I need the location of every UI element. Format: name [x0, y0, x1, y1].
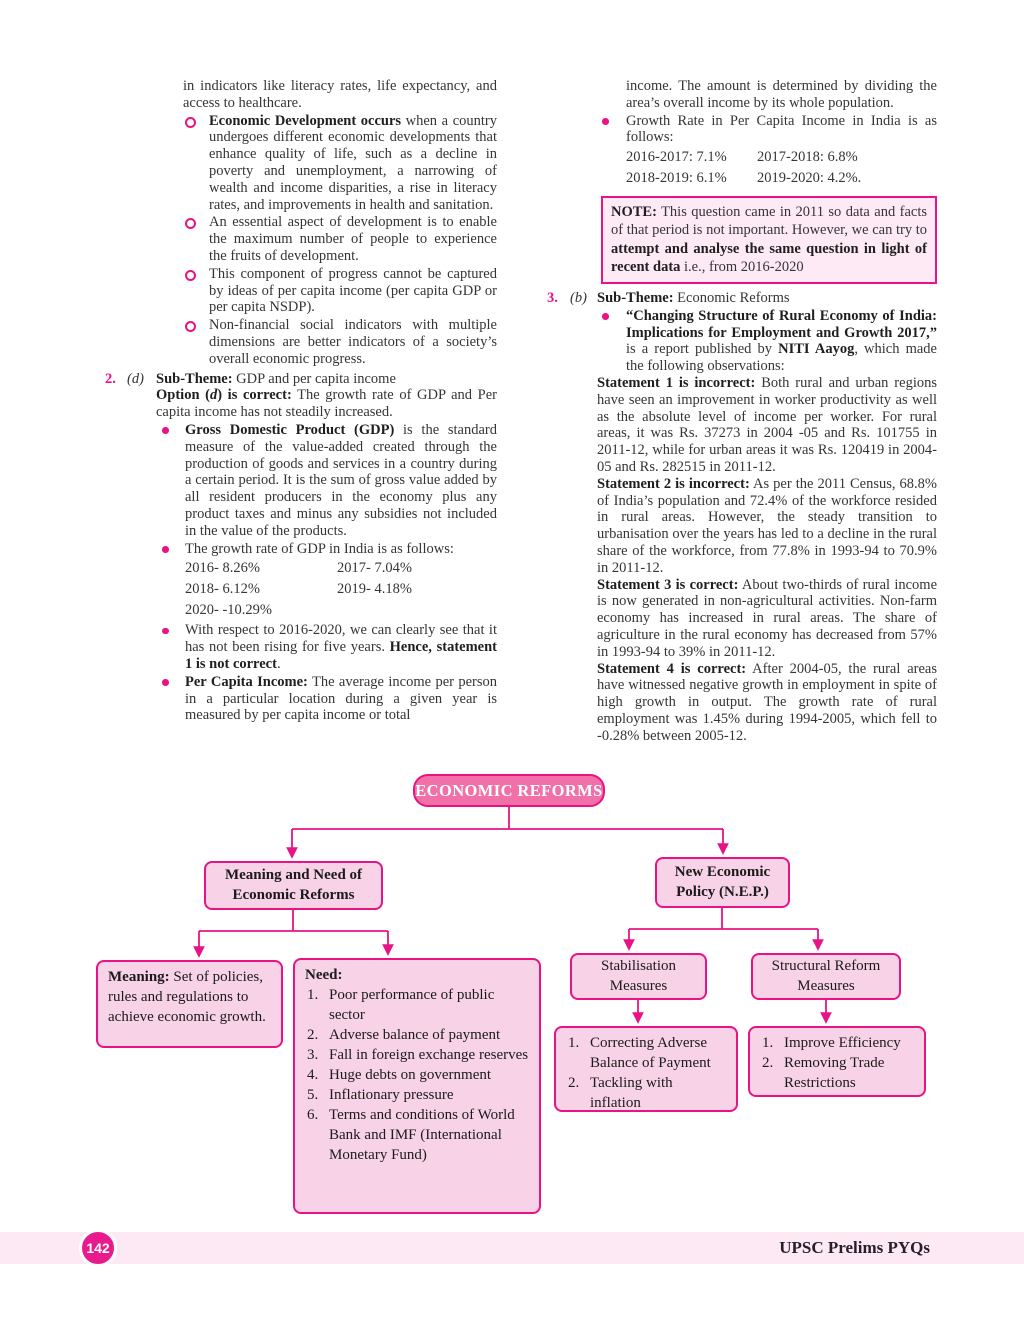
dot-bullet-icon: [602, 118, 609, 125]
list-item: [105, 622, 497, 672]
need-item: 2. Adverse balance of payment: [307, 1027, 501, 1043]
statement-paragraph: Statement 4 is correct: After 2004-05, the rural areas have witnessed negative growth in employment in spite of high growth in output. The growth rate of rural employment was 1.45% during 1994-2005, which fell to -0.28% between 2005-12.: [597, 660, 937, 744]
list-item: [105, 214, 497, 264]
left-column: [105, 78, 497, 724]
ring-bullet-icon: [185, 270, 196, 281]
ring-bullet-icon: [185, 218, 196, 229]
structural-list-box: [748, 1026, 926, 1097]
question-number: 3.: [547, 290, 558, 306]
structural-box: Structural Reform Measures: [751, 953, 901, 1000]
rate-row: 2016- 8.26% 2017- 7.04%: [185, 560, 412, 577]
dot-bullet-icon: [162, 628, 169, 635]
measure-item: 2. Removing Trade Restrictions: [762, 1055, 885, 1091]
question-3-heading: [547, 290, 937, 307]
note-box: NOTE: This question came in 2011 so data and facts of that period is not important. However, we can try to attempt and analyse the same question in light of recent data i.e., from 2016-2020: [601, 196, 937, 284]
measure-item: 2. Tackling with inflation: [568, 1075, 673, 1111]
bullet-text: Gross Domestic Product (GDP) is the standard measure of the value-added created through the production of goods and services in a country during a certain period. It is the sum of gross value added by all resident producers in the economy plus any product taxes and minus any subsidies not included in the value of the products.: [185, 421, 497, 539]
bullet-text: With respect to 2016-2020, we can clearly see that it has not been rising for five years. Hence, statement 1 is not correct.: [185, 622, 497, 672]
statement-paragraph: Statement 3 is correct: About two-thirds of rural income is now generated in non-agricultural activities. Non-farm economy has increased in rural areas. The share of agriculture in the rural economy has decreased from 57% in 1993-94 to 39% in 2011-12.: [597, 576, 937, 660]
list-item: [105, 317, 497, 367]
need-box: [293, 958, 541, 1214]
bullet-text: Economic Development occurs when a country undergoes different economic developments that enhance quality of life, such as a decline in poverty and unemployment, a narrowing of wealth and income disparities, a rise in literacy rates, and improvements in health and sanitation.: [209, 112, 498, 213]
meaning-need-branch-box: Meaning and Need of Economic Reforms: [204, 861, 383, 910]
list-item: [547, 308, 937, 375]
ring-bullet-icon: [185, 321, 196, 332]
rate-row: 2020- -10.29%: [185, 602, 272, 619]
page-number-badge: 142: [79, 1229, 117, 1267]
continuation-paragraph: in indicators like literacy rates, life expectancy, and access to healthcare.: [183, 78, 497, 111]
rate-row: 2018- 6.12% 2019- 4.18%: [185, 581, 412, 598]
continuation-paragraph: income. The amount is determined by dividing the area’s overall income by its whole population.: [626, 78, 937, 111]
gdp-growth-rates: [185, 558, 497, 621]
nep-branch-box: New Economic Policy (N.E.P.): [655, 857, 790, 908]
need-item: 6. Terms and conditions of World Bank and IMF (International Monetary Fund): [307, 1107, 515, 1163]
root-box: ECONOMIC REFORMS: [413, 774, 605, 807]
economic-reforms-flowchart: [0, 760, 1024, 1230]
footer-bar: [0, 1232, 1024, 1264]
dot-bullet-icon: [162, 546, 169, 553]
need-item: 3. Fall in foreign exchange reserves: [307, 1047, 529, 1063]
list-item: [105, 541, 497, 558]
per-capita-growth-rates: [626, 147, 937, 189]
stabilisation-box: Stabilisation Measures: [570, 953, 707, 1000]
need-title: Need:: [305, 967, 343, 983]
dot-bullet-icon: [602, 313, 609, 320]
measure-item: 1. Improve Efficiency: [762, 1035, 901, 1051]
answer-letter: (b): [570, 290, 587, 306]
dot-bullet-icon: [162, 427, 169, 434]
subtheme-label: Sub-Theme:: [156, 370, 233, 387]
footer-title: UPSC Prelims PYQs: [779, 1238, 930, 1257]
list-item: [105, 674, 497, 724]
meaning-box: Meaning: Set of policies, rules and regulations to achieve economic growth.: [96, 960, 283, 1048]
dot-bullet-icon: [162, 679, 169, 686]
list-item: [105, 422, 497, 540]
subtheme-label: Sub-Theme:: [597, 290, 674, 306]
bullet-text: “Changing Structure of Rural Economy of India: Implications for Employment and Growth 2017,” is a report published by NITI Aayog, which made the following observations:: [626, 307, 937, 375]
rate-row: 2018-2019: 6.1% 2019-2020: 4.2%.: [626, 170, 862, 187]
question-number: 2.: [105, 370, 116, 387]
answer-letter: (d): [127, 370, 144, 387]
bullet-text: The growth rate of GDP in India is as follows:: [185, 540, 454, 557]
list-item: [547, 113, 937, 147]
right-column: [547, 78, 937, 745]
option-explanation: Option (d) is correct: The growth rate of GDP and Per capita income has not steadily increased.: [156, 387, 498, 421]
stabilisation-list-box: [554, 1026, 738, 1112]
need-item: 4. Huge debts on government: [307, 1067, 492, 1083]
measure-item: 1. Correcting Adverse Balance of Payment: [568, 1035, 711, 1071]
bullet-text: Non-financial social indicators with multiple dimensions are better indicators of a society’s overall economic progress.: [209, 317, 497, 367]
need-item: 1. Poor performance of public sector: [307, 987, 495, 1023]
subtheme-value: Economic Reforms: [673, 290, 790, 306]
list-item: [105, 266, 497, 316]
bullet-text: This component of progress cannot be captured by ideas of per capita income (per capita GDP or per capita NSDP).: [209, 265, 497, 316]
list-item: [105, 113, 497, 214]
rate-row: 2016-2017: 7.1% 2017-2018: 6.8%: [626, 149, 858, 166]
statement-paragraph: Statement 1 is incorrect: Both rural and urban regions have seen an improvement in worker productivity as well as the absolute level of income per worker. For rural areas, it was Rs. 37273 in 2004 -05 and Rs. 101755 in 2011-12, while for urban areas it was Rs. 120419 in 2004-05 and Rs. 282515 in 2011-12.: [597, 374, 937, 475]
subtheme-value: GDP and per capita income: [232, 370, 396, 387]
bullet-text: An essential aspect of development is to enable the maximum number of people to experience the fruits of development.: [209, 214, 497, 264]
need-item: 5. Inflationary pressure: [307, 1087, 454, 1103]
ring-bullet-icon: [185, 117, 196, 128]
question-2-heading: [105, 371, 497, 388]
statement-paragraph: Statement 2 is incorrect: As per the 2011 Census, 68.8% of India’s population and 72.4% of the workforce resided in rural areas. However, the steady transition to urbanisation over the years has led to a decline in the rural share of the workforce, from 77.8% in 1993-94 to 70.9% in 2011-12.: [597, 475, 937, 576]
bullet-text: Per Capita Income: The average income per person in a particular location during a given year is measured by per capita income or total: [185, 673, 497, 724]
bullet-text: Growth Rate in Per Capita Income in India is as follows:: [626, 112, 937, 146]
